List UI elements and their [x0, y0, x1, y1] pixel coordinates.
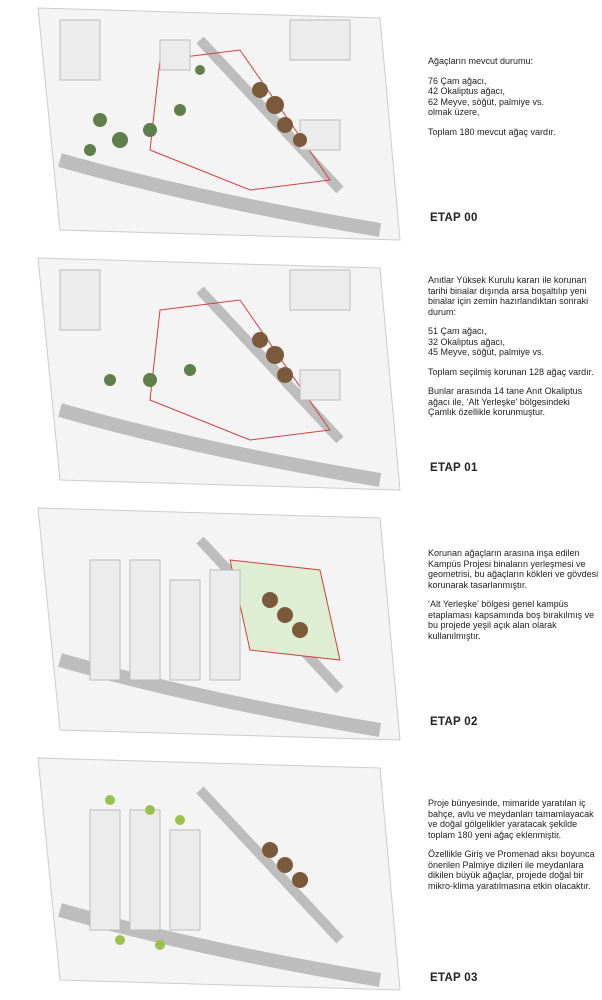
etap-01-paragraph: 51 Çam ağacı, 32 Okaliptus ağacı, 45 Meyve, söğüt, palmiye vs.	[428, 326, 545, 357]
etap-01-paragraph: Anıtlar Yüksek Kurulu kararı ile korunan tarihi binalar dışında arsa boşaltılıp yeni binalar için zemin hazırlandıktan sonraki durum:	[428, 275, 589, 317]
etap-03-paragraph: Özellikle Giriş ve Promenad aksı boyunca önerilen Palmiye dizileri ile meydanlara dikilen büyük ağaçlar, projede doğal bir mikro-klima yaratılmasına etkin olacaktır.	[428, 849, 595, 891]
etap-00-title: ETAP 00	[430, 212, 478, 224]
etap-01-paragraph: Toplam seçilmiş korunan 128 ağaç vardır.	[428, 366, 594, 377]
site-diagram-etap-03	[0, 750, 420, 1000]
site-plan-etap-02	[0, 500, 420, 750]
description-etap-01	[428, 275, 600, 427]
site-diagram-etap-01	[0, 250, 420, 500]
site-diagram-etap-00	[0, 0, 420, 250]
etap-01-title: ETAP 01	[430, 462, 478, 474]
etap-03-paragraph: Proje bünyesinde, mimaride yaratılan iç bahçe, avlu ve meydanları tamamlayacak ve doğal gölgelikler yaratacak şekilde toplam 180 yeni ağaç eklenmiştir.	[428, 798, 594, 840]
etap-00-paragraph: Ağaçların mevcut durumu:	[428, 56, 534, 66]
etap-02-paragraph: ‘Alt Yerleşke’ bölgesi genel kampüs etaplaması kapsamında boş bırakılmış ve bu projede yeşil açık alan olarak kullanılmıştır.	[428, 599, 595, 641]
etap-00-paragraph: Toplam 180 mevcut ağaç vardır.	[428, 126, 556, 137]
site-plan-etap-00	[0, 0, 420, 250]
site-diagram-etap-02	[0, 500, 420, 750]
etap-02-title: ETAP 02	[430, 716, 478, 728]
etap-00-paragraph: 76 Çam ağacı, 42 Okaliptus ağacı, 62 Meyve, söğüt, palmiye vs. olmak üzere,	[428, 75, 545, 117]
etap-03-title: ETAP 03	[430, 972, 478, 984]
description-etap-03	[428, 798, 600, 900]
site-plan-etap-03	[0, 750, 420, 1000]
description-etap-00	[428, 56, 600, 146]
site-plan-etap-01	[0, 250, 420, 500]
etap-01-paragraph: Bunlar arasında 14 tane Anıt Okaliptus ağacı ile, ‘Alt Yerleşke’ bölgesindeki Çamlık özellikle korunmuştur.	[428, 386, 583, 417]
etap-02-paragraph: Korunan ağaçların arasına inşa edilen Kampüs Projesi binaların yerleşmesi ve geometrisi, bu ağaçların kökleri ve gövdesi korunarak tasarlanmıştır.	[428, 548, 599, 590]
description-etap-02	[428, 548, 600, 650]
